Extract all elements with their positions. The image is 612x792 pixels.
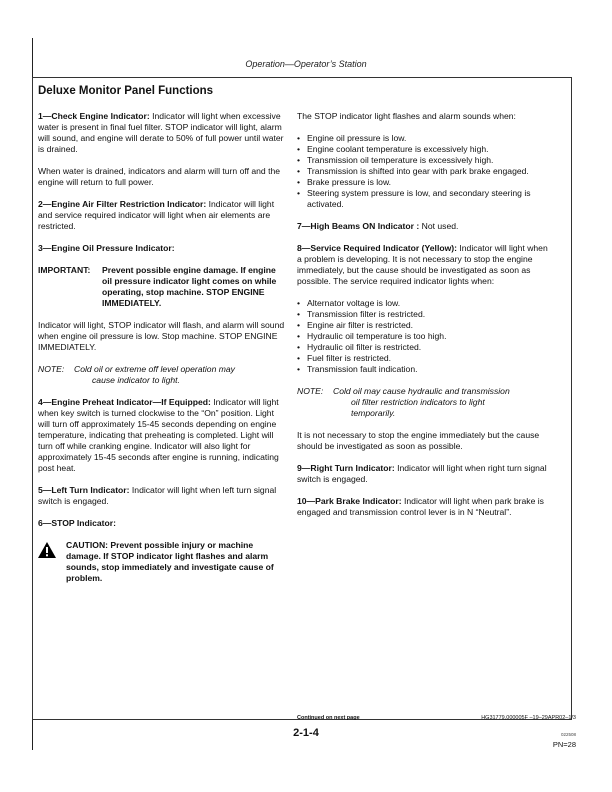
left-column <box>38 111 286 584</box>
continued-note: Continued on next page <box>297 715 360 721</box>
note-line: Cold oil may cause hydraulic and transmission <box>333 386 510 396</box>
item-8-title: 8—Service Required Indicator (Yellow): <box>297 243 457 253</box>
note-line: oil filter restriction indicators to light <box>351 397 485 407</box>
list-item: • Fuel filter is restricted. <box>297 353 553 364</box>
pn-number: PN=28 <box>552 740 576 749</box>
important-block <box>38 265 286 309</box>
item-6-title: 6—STOP Indicator: <box>38 518 116 528</box>
note-label: NOTE: <box>297 386 324 396</box>
item-9-title: 9—Right Turn Indicator: <box>297 463 395 473</box>
list-item: • Transmission oil temperature is excessively high. <box>297 155 553 166</box>
section-title: Deluxe Monitor Panel Functions <box>38 85 214 97</box>
item-1 <box>38 111 286 155</box>
list-item: • Steering system pressure is low, and secondary steering is activated. <box>297 188 553 210</box>
list-item: • Engine air filter is restricted. <box>297 320 553 331</box>
item-9 <box>297 463 553 485</box>
list-item: • Engine oil pressure is low. <box>297 133 553 144</box>
page-header: Operation—Operator’s Station <box>245 59 367 69</box>
item-9-text: Indicator will light when right turn signal switch is engaged. <box>297 463 547 484</box>
note-label: NOTE: <box>38 364 65 374</box>
list-item: • Hydraulic oil temperature is too high. <box>297 331 553 342</box>
caution-block <box>38 540 286 584</box>
item-10-text: Indicator will light when park brake is engaged and transmission control lever is in N “Neutral”. <box>297 496 544 517</box>
list-item: • Hydraulic oil filter is restricted. <box>297 342 553 353</box>
item-7-title: 7—High Beams ON Indicator : <box>297 221 420 231</box>
list-item: • Alternator voltage is low. <box>297 298 553 309</box>
item-2-text: Indicator will light and service required indicator will light when air elements are restricted. <box>38 199 275 231</box>
warning-triangle-icon <box>38 540 66 584</box>
note-line: Cold oil or extreme off level operation may <box>74 364 235 374</box>
item-7-text: Not used. <box>421 221 459 231</box>
item-4 <box>38 397 286 474</box>
after-note-text: It is not necessary to stop the engine immediately but the cause should be investigated as soon as possible. <box>297 430 540 451</box>
item-4-text: Indicator will light when key switch is turned clockwise to the “On” position. Light will turn off approximately 15-45 seconds depending on engine temperature, indicating that preheating is completed. Light will turn off while cranking engine. Indicator will also light for approximately 15-45 seconds after engine is running, indicating post heat. <box>38 397 279 473</box>
item-5-title: 5—Left Turn Indicator: <box>38 485 130 495</box>
item-5-text: Indicator will light when left turn signal switch is engaged. <box>38 485 277 506</box>
item-8 <box>297 243 553 287</box>
item-7 <box>297 221 553 232</box>
item-1-continued: When water is drained, indicators and alarm will turn off and the engine will return to full power. <box>38 166 281 187</box>
list-item: • Transmission fault indication. <box>297 364 553 375</box>
item-1-text: Indicator will light when excessive water is present in final fuel filter. STOP indicator will light, alarm will sound, and engine will derate to 50% of full power until water is drained. <box>38 111 284 154</box>
note-block-left <box>38 364 286 386</box>
note-line: cause indicator to light. <box>92 375 180 385</box>
stop-intro: The STOP indicator light flashes and alarm sounds when: <box>297 111 516 121</box>
note-line: temporarily. <box>351 408 396 418</box>
item-10 <box>297 496 553 518</box>
item-2-title: 2—Engine Air Filter Restriction Indicator: <box>38 199 207 209</box>
item-5 <box>38 485 286 507</box>
stop-conditions-list <box>297 133 553 210</box>
item-4-title: 4—Engine Preheat Indicator—If Equipped: <box>38 397 211 407</box>
caution-text: CAUTION: Prevent possible injury or machine damage. If STOP indicator light flashes and alarm sounds, stop immediately and investigate cause of problem. <box>66 540 274 583</box>
item-8-text: Indicator will light when a problem is developing. It is not necessary to stop the engine immediately, but the cause should be investigated as soon as possible. The service required indicator lights when: <box>297 243 548 286</box>
list-item: • Brake pressure is low. <box>297 177 553 188</box>
item-3-title: 3—Engine Oil Pressure Indicator: <box>38 243 175 253</box>
right-column <box>297 111 553 529</box>
service-conditions-list <box>297 298 553 375</box>
image-code: 022508 <box>560 732 576 737</box>
list-item: • Transmission is shifted into gear with park brake engaged. <box>297 166 553 177</box>
list-item: • Engine coolant temperature is excessively high. <box>297 144 553 155</box>
item-1-title: 1—Check Engine Indicator: <box>38 111 150 121</box>
document-code: HG31779,000005F –19–29APR02–1/3 <box>481 715 576 721</box>
item-2 <box>38 199 286 232</box>
important-label: IMPORTANT: <box>38 265 91 275</box>
list-item: • Transmission filter is restricted. <box>297 309 553 320</box>
item-3-text: Indicator will light, STOP indicator will flash, and alarm will sound when engine oil pressure is low. Stop machine. STOP ENGINE IMMEDIATELY. <box>38 320 285 352</box>
important-text: Prevent possible engine damage. If engine oil pressure indicator light comes on while operating, stop machine. STOP ENGINE IMMEDIATELY. <box>102 265 277 308</box>
note-block-right <box>297 386 553 419</box>
item-10-title: 10—Park Brake Indicator: <box>297 496 402 506</box>
page-number: 2-1-4 <box>293 727 319 739</box>
